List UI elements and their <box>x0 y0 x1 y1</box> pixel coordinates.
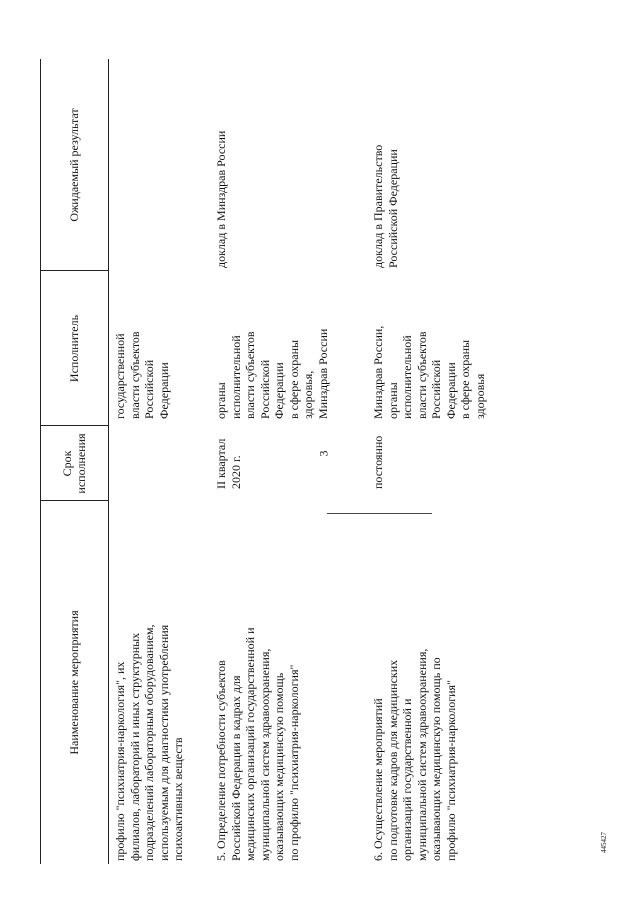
text-line: здоровья <box>472 373 487 419</box>
header-executor <box>40 271 108 426</box>
text-line: доклад в Минздрав России <box>214 130 228 268</box>
text-line: Минздрав России, <box>371 325 385 419</box>
text-line: Российской <box>429 359 443 419</box>
cell-term <box>214 439 243 489</box>
text-line: оказывающих медицинскую помощь <box>272 672 286 861</box>
text-line: по профилю "психиатрия-наркология" <box>286 664 301 861</box>
text-line: государственной <box>113 333 127 419</box>
text-line: медицинских организаций государственной и <box>243 627 257 861</box>
text-line: психоактивных веществ <box>171 737 185 861</box>
text-line: организаций государственной и <box>400 698 414 861</box>
header-name <box>40 501 108 864</box>
text-line: Федерации <box>443 362 458 419</box>
text-line: профилю "психиатрия-наркология", их <box>113 661 127 861</box>
text-line: постоянно <box>371 435 385 489</box>
text-line: Наименование мероприятия <box>67 610 81 755</box>
text-line: доклад в Правительство <box>371 144 385 268</box>
text-line: Российской Федерации в кадрах для <box>228 675 243 861</box>
cell-executor <box>214 329 330 419</box>
header-result <box>40 59 108 271</box>
text-line: в сфере охраны <box>458 339 472 419</box>
cell-executor <box>371 326 487 419</box>
text-line: власти субъектов <box>414 331 429 419</box>
header-bottom-border <box>108 59 109 864</box>
text-line: 5. Определение потребности субъектов <box>214 660 228 861</box>
page-number: 3 <box>316 450 331 457</box>
text-line: органы <box>214 382 228 419</box>
text-line: Российской <box>257 359 272 419</box>
rotated-table-page <box>40 59 596 864</box>
text-line: 2020 г. <box>228 455 243 489</box>
text-line: 6. Осуществление мероприятий <box>371 698 385 861</box>
cell-result <box>371 145 400 268</box>
text-line: по подготовке кадров для медицинских <box>385 659 400 861</box>
text-line: Федерации <box>156 362 171 419</box>
cell-term <box>371 436 386 489</box>
text-line: в сфере охраны <box>286 339 301 419</box>
text-line: используемым для диагностики употребления <box>156 624 171 861</box>
cell-executor <box>113 331 171 419</box>
text-line: Ожидаемый результат <box>67 108 81 222</box>
text-line: здоровья, <box>301 370 315 419</box>
text-line: Российской Федерации <box>385 149 400 268</box>
text-line: исполнения <box>74 433 88 494</box>
document-code: 445427 <box>600 832 608 853</box>
text-line: подразделений лабораторным оборудованием, <box>142 624 156 861</box>
cell-measure-name <box>214 627 301 861</box>
text-line: органы <box>385 382 400 419</box>
text-line: профилю "психиатрия-наркология" <box>443 680 458 861</box>
text-line: муниципальной систем здравоохранения, <box>414 648 429 861</box>
cell-measure-name <box>371 649 458 861</box>
text-line: власти субъектов <box>127 331 142 419</box>
text-line: Минздрав России <box>315 328 330 419</box>
text-line: исполнительной <box>400 335 414 419</box>
text-line: Федерации <box>272 362 286 419</box>
text-line: филиалов, лабораторий и иных структурных <box>127 632 142 861</box>
text-line: Срок <box>60 450 74 477</box>
text-line: муниципальной систем здравоохранения, <box>257 648 272 861</box>
text-line: II квартал <box>214 438 228 489</box>
header-term <box>40 426 108 501</box>
text-line: оказывающих медицинскую помощь по <box>429 657 443 861</box>
cell-result <box>214 131 229 268</box>
text-line: Исполнитель <box>67 314 81 383</box>
text-line: власти субъектов <box>243 331 257 419</box>
text-line: Российской <box>142 359 156 419</box>
text-line: исполнительной <box>228 335 243 419</box>
cell-measure-name <box>113 624 186 861</box>
measures-table <box>40 59 596 864</box>
